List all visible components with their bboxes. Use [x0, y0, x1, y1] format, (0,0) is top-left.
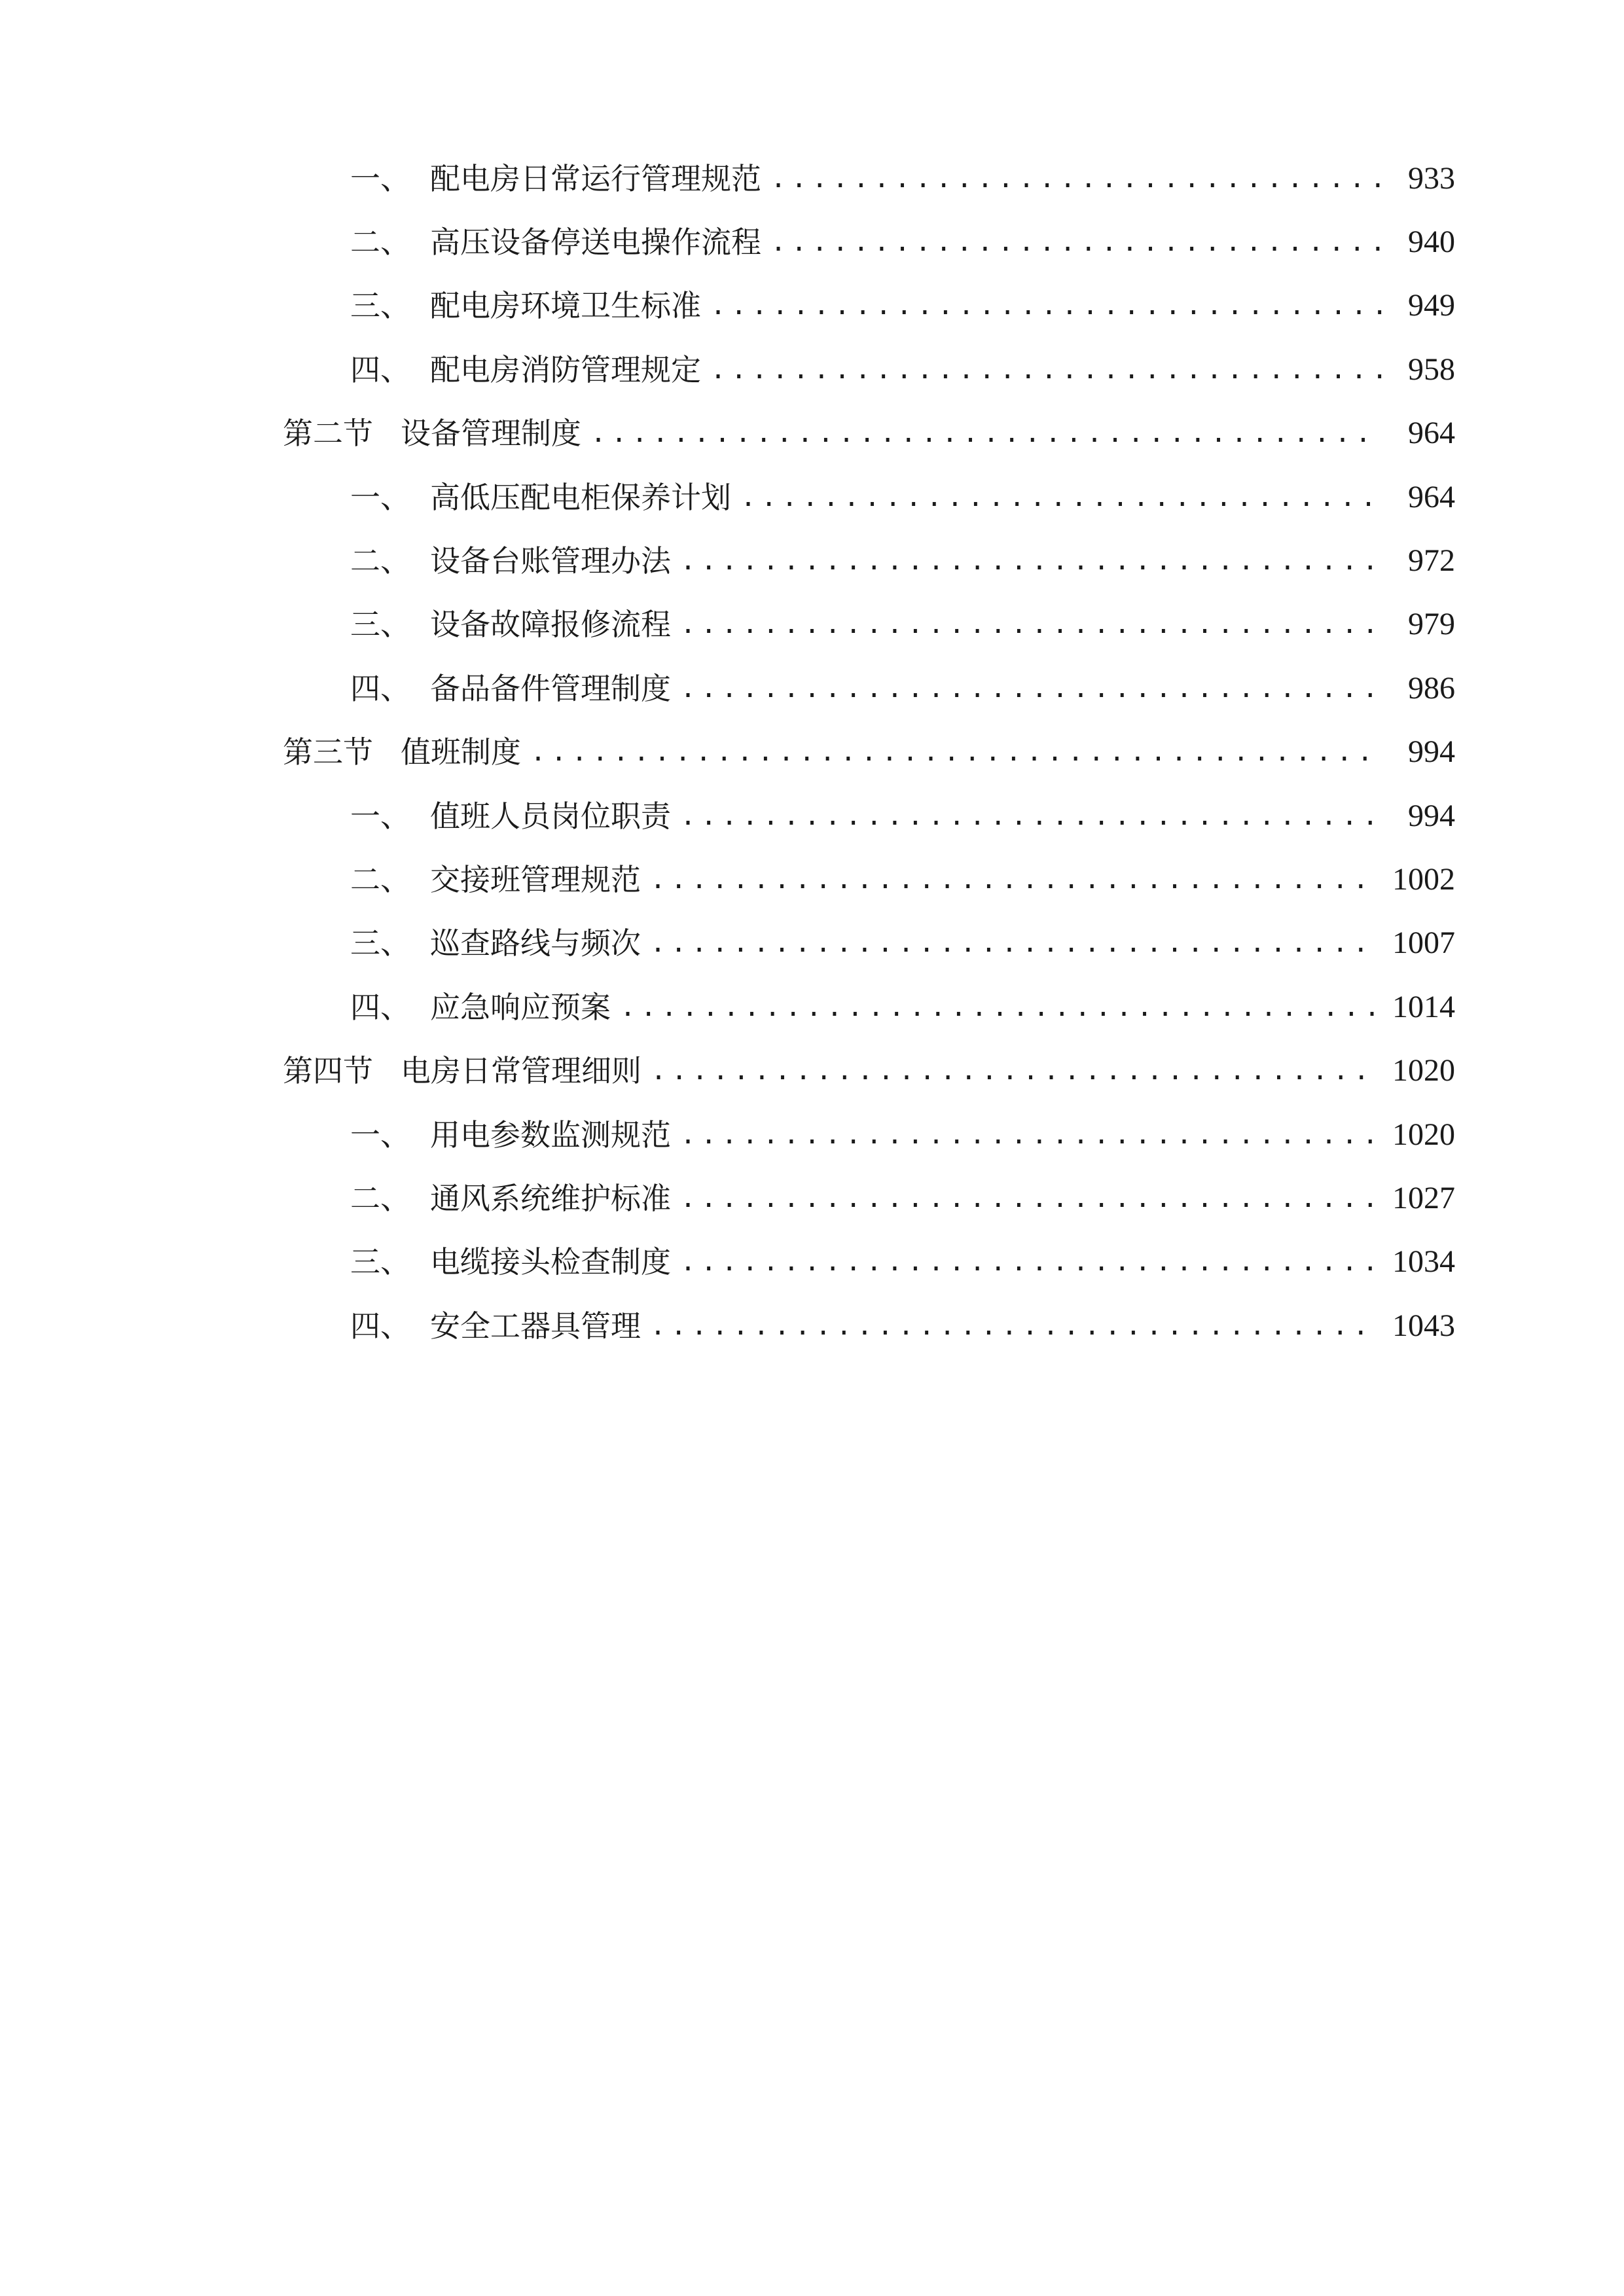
dot-leader: ...................................... — [590, 418, 1377, 449]
dot-leader: ..................................... — [620, 992, 1385, 1022]
toc-entry-number: 三、 — [350, 607, 410, 643]
toc-entry-page: 1002 — [1392, 861, 1455, 897]
toc-entry-title: 配电房环境卫生标准 — [430, 288, 701, 324]
toc-section[interactable] — [0, 402, 1624, 465]
toc-entry-number: 一、 — [350, 160, 410, 196]
toc-entry[interactable] — [0, 784, 1624, 848]
dot-leader: .................................. — [680, 800, 1383, 831]
toc-section-title: 值班制度 — [401, 734, 521, 770]
toc-entry-title: 用电参数监测规范 — [430, 1117, 671, 1153]
toc-entry-title: 高压设备停送电操作流程 — [430, 224, 761, 260]
toc-entry-page: 964 — [1408, 479, 1455, 514]
toc-entry-title: 通风系统维护标准 — [430, 1180, 671, 1216]
toc-entry[interactable] — [0, 656, 1624, 720]
toc-entry-number: 二、 — [350, 543, 410, 579]
toc-entry-page: 1027 — [1392, 1180, 1455, 1215]
dot-leader: .................................. — [680, 673, 1383, 704]
toc-section-page: 964 — [1408, 416, 1455, 451]
dot-leader: ............................... — [740, 482, 1382, 512]
toc-entry-page: 1034 — [1392, 1244, 1455, 1280]
toc-entry-number: 一、 — [350, 479, 410, 515]
toc-entry-title: 备品备件管理制度 — [430, 670, 671, 706]
toc-section-number: 第三节 — [283, 734, 373, 770]
toc-entry-title: 配电房日常运行管理规范 — [430, 160, 761, 196]
toc-entry[interactable] — [0, 274, 1624, 338]
toc-entry[interactable] — [0, 593, 1624, 656]
toc-entry-page: 986 — [1408, 670, 1455, 706]
toc-entry-title: 应急响应预案 — [430, 989, 611, 1025]
toc-entry-page: 994 — [1408, 798, 1455, 833]
toc-section-title: 设备管理制度 — [401, 416, 581, 452]
dot-leader: ................................... — [651, 1056, 1375, 1086]
toc-entry-page: 979 — [1408, 607, 1455, 642]
dot-leader: ................................... — [650, 928, 1374, 959]
toc-entry-page: 1014 — [1392, 989, 1455, 1024]
toc-entry-number: 三、 — [350, 1244, 410, 1280]
dot-leader: .................................. — [680, 1119, 1383, 1150]
toc-entry-number: 二、 — [350, 1180, 410, 1216]
toc-entry-page: 933 — [1408, 160, 1455, 196]
toc-entry-title: 高低压配电柜保养计划 — [430, 479, 731, 515]
toc-section-page: 1020 — [1392, 1053, 1455, 1088]
toc-section-number: 第四节 — [283, 1053, 373, 1089]
toc-entry-number: 四、 — [350, 351, 410, 387]
toc-entry-title: 设备台账管理办法 — [430, 543, 671, 579]
toc-entry[interactable] — [0, 1294, 1624, 1357]
toc-entry-title: 交接班管理规范 — [430, 861, 641, 897]
dot-leader: ................................... — [650, 864, 1374, 895]
toc-entry-page: 949 — [1408, 288, 1455, 323]
toc-entry-number: 四、 — [350, 989, 410, 1025]
toc-entry-number: 二、 — [350, 224, 410, 260]
dot-leader: ................................... — [650, 1310, 1374, 1341]
toc-entry-title: 值班人员岗位职责 — [430, 798, 671, 834]
dot-leader: .................................. — [680, 1247, 1383, 1278]
dot-leader: .................................. — [680, 546, 1383, 577]
toc-entry-page: 1020 — [1392, 1117, 1455, 1152]
toc-entry[interactable] — [0, 975, 1624, 1039]
toc-entry-page: 1007 — [1392, 925, 1455, 961]
toc-entry[interactable] — [0, 1166, 1624, 1230]
toc-entry-page: 958 — [1408, 351, 1455, 387]
dot-leader: .............................. — [770, 227, 1391, 258]
toc-entry[interactable] — [0, 338, 1624, 401]
toc-entry[interactable] — [0, 1230, 1624, 1294]
toc-entry[interactable] — [0, 210, 1624, 274]
dot-leader: .................................. — [680, 1183, 1383, 1213]
toc-entry-number: 三、 — [350, 925, 410, 961]
toc-section[interactable] — [0, 721, 1624, 784]
toc-entry-page: 972 — [1408, 543, 1455, 579]
toc-entry-title: 配电房消防管理规定 — [430, 351, 701, 387]
toc-entry-page: 940 — [1408, 224, 1455, 260]
toc-section-number: 第二节 — [283, 416, 373, 452]
toc-entry-number: 四、 — [350, 670, 410, 706]
toc-entry[interactable] — [0, 465, 1624, 529]
toc-entry-number: 一、 — [350, 1117, 410, 1153]
toc-entry[interactable] — [0, 1103, 1624, 1166]
dot-leader: ......................................... — [530, 737, 1378, 768]
toc-entry[interactable] — [0, 147, 1624, 210]
table-of-contents — [0, 147, 1624, 1357]
toc-entry-page: 1043 — [1392, 1308, 1455, 1343]
dot-leader: .................................. — [680, 609, 1383, 640]
toc-entry-number: 一、 — [350, 798, 410, 834]
dot-leader: ................................. — [710, 291, 1393, 321]
toc-section-page: 994 — [1408, 734, 1455, 770]
toc-entry-number: 四、 — [350, 1308, 410, 1344]
dot-leader: ................................. — [710, 354, 1393, 385]
toc-section[interactable] — [0, 1039, 1624, 1102]
toc-entry-title: 巡查路线与频次 — [430, 925, 641, 961]
toc-entry-number: 二、 — [350, 861, 410, 897]
dot-leader: .............................. — [770, 163, 1391, 194]
toc-entry[interactable] — [0, 912, 1624, 975]
toc-entry-title: 设备故障报修流程 — [430, 607, 671, 643]
toc-entry[interactable] — [0, 848, 1624, 911]
toc-entry-title: 电缆接头检查制度 — [430, 1244, 671, 1280]
toc-entry[interactable] — [0, 529, 1624, 592]
toc-entry-title: 安全工器具管理 — [430, 1308, 641, 1344]
toc-entry-number: 三、 — [350, 288, 410, 324]
toc-section-title: 电房日常管理细则 — [401, 1053, 641, 1089]
